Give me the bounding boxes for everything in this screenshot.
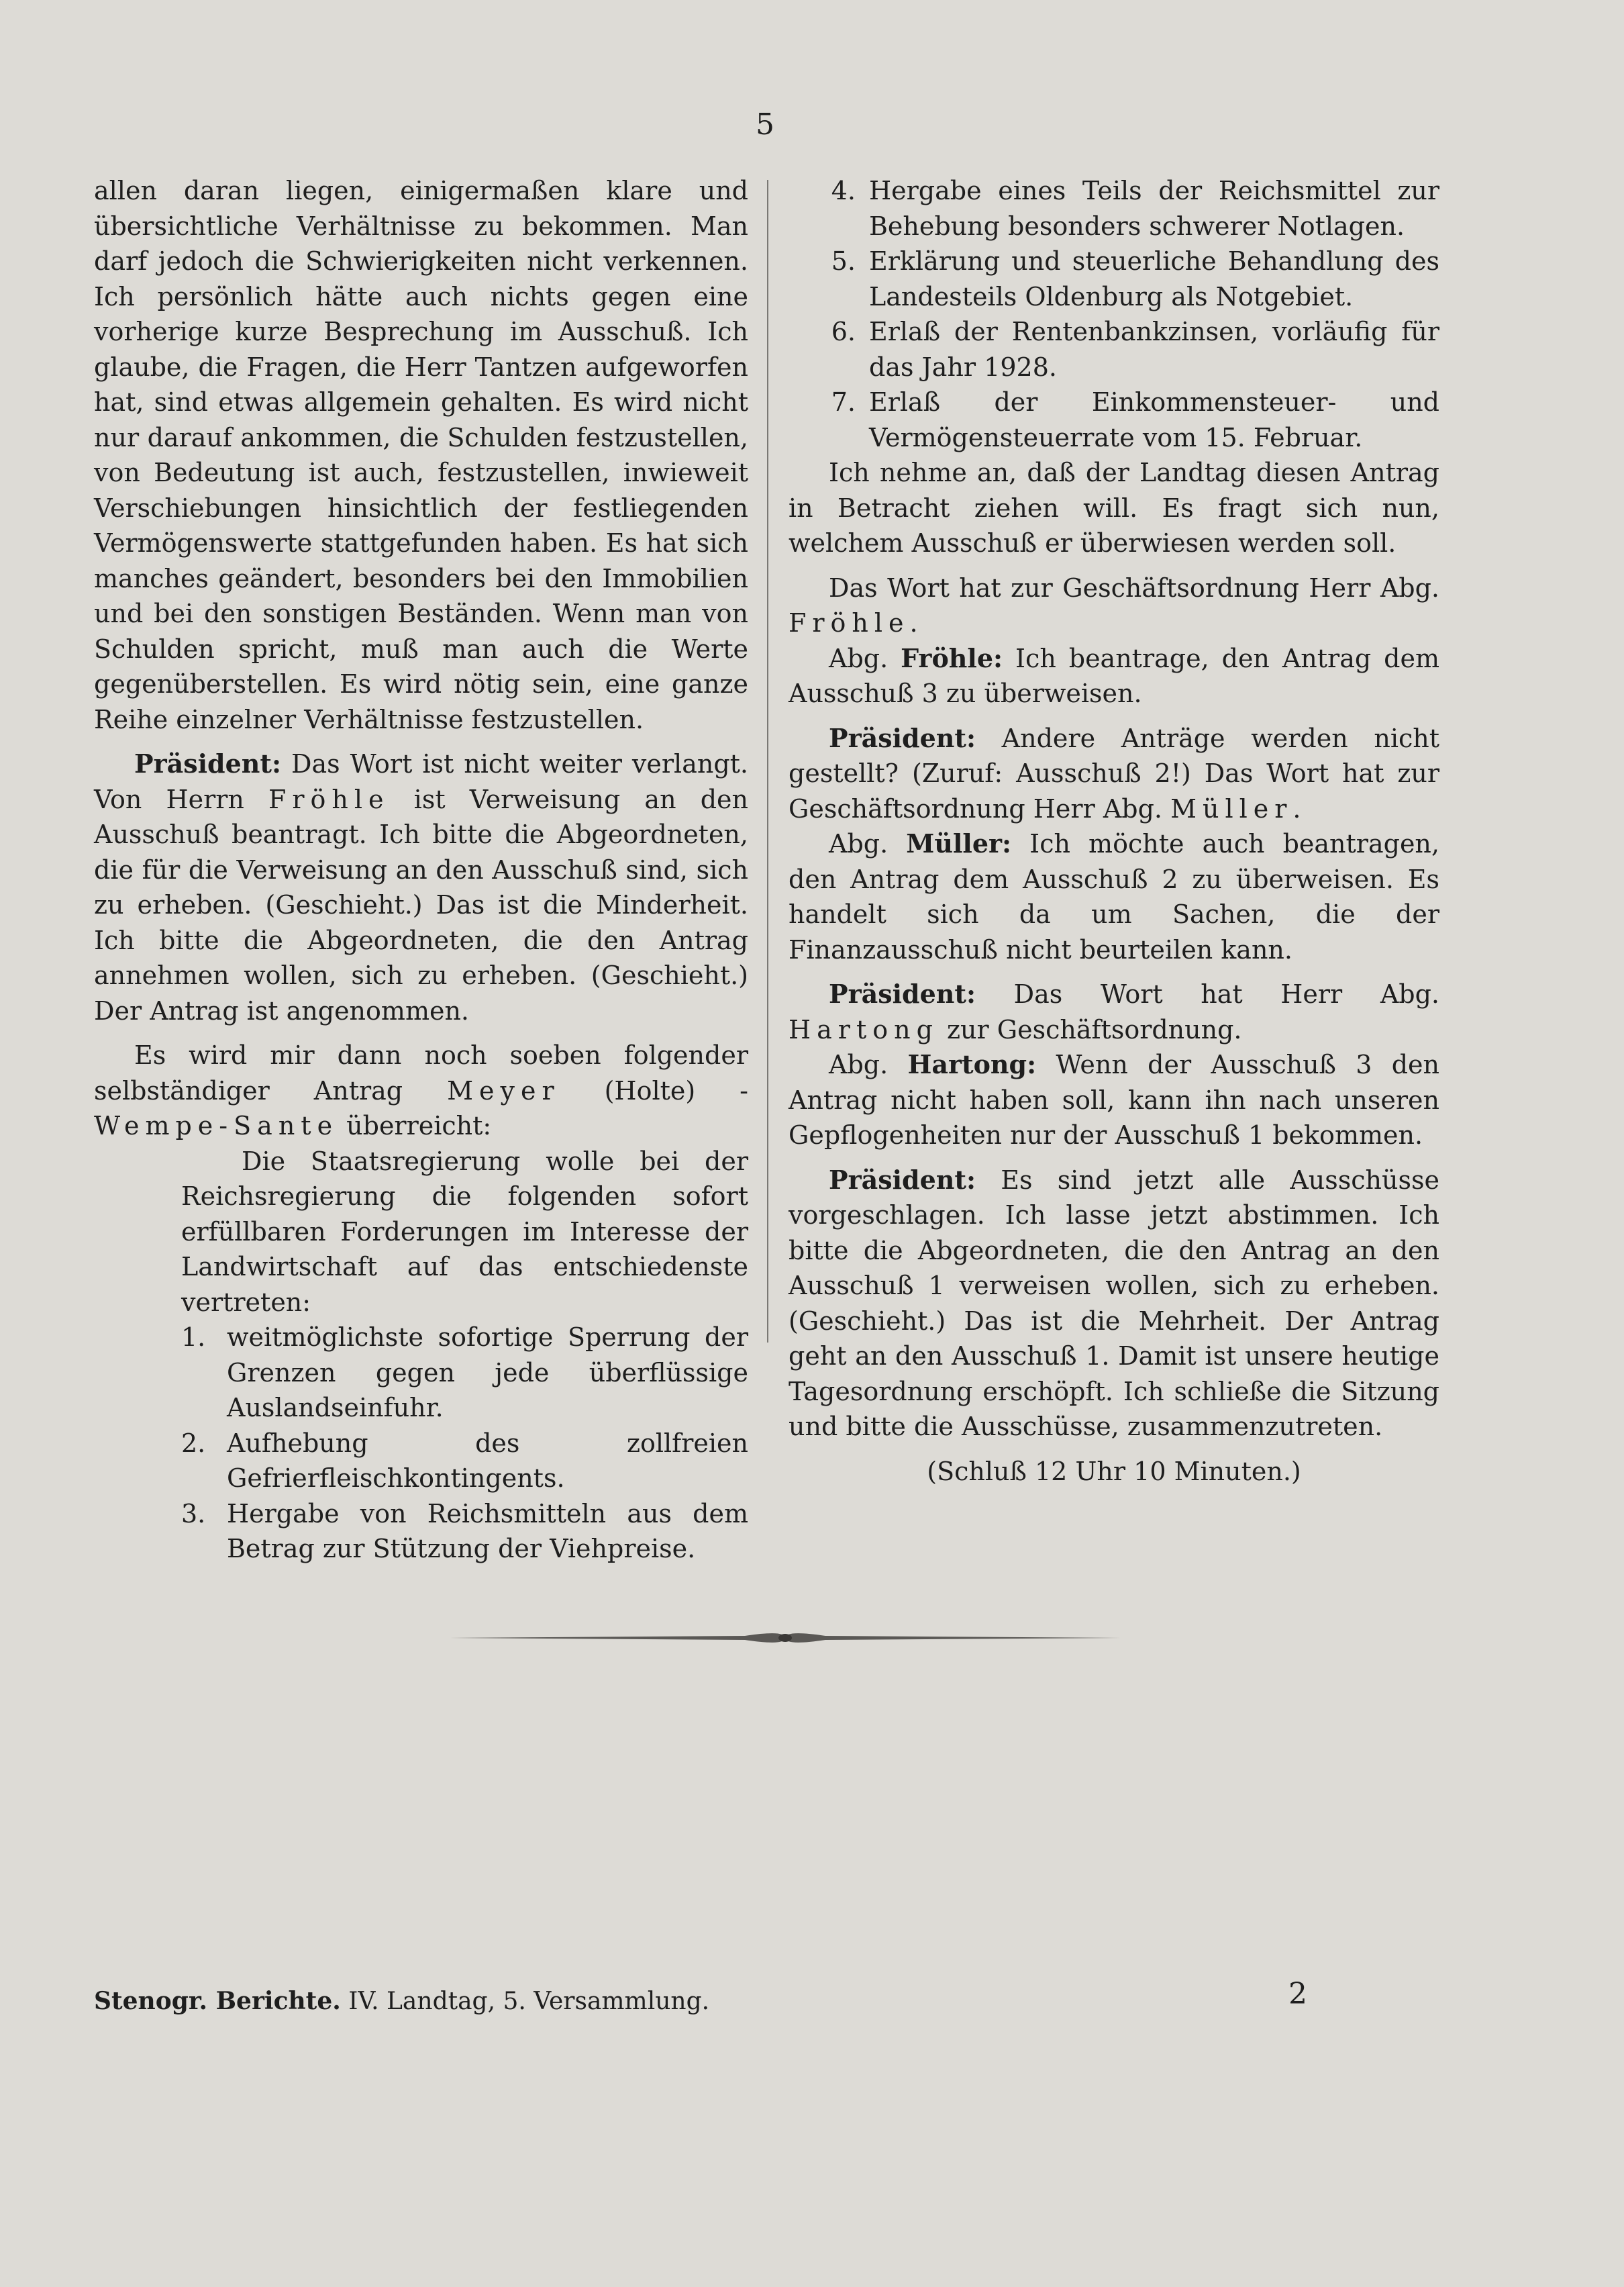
person-name: Wempe-Sante	[94, 1111, 339, 1140]
page-number: 5	[756, 107, 774, 142]
item-text: weitmöglichste sofortige Sperrung der Grenzen gegen jede überflüssige Auslandseinfuhr.	[227, 1322, 748, 1422]
paragraph-text: Das Wort hat zur Geschäftsordnung Herr Abg.	[829, 573, 1439, 603]
motion-block	[181, 1144, 748, 1567]
item-number: 2.	[181, 1428, 206, 1458]
paragraph-text: überreicht:	[338, 1111, 492, 1140]
paragraph	[789, 977, 1439, 1047]
speaker-label: Präsident:	[134, 748, 282, 779]
list-item	[181, 1320, 748, 1426]
paragraph-text: Ich möchte auch beantragen, den Antrag dem Ausschuß 2 zu überweisen. Es handelt sich da um Sachen, die der Finanzausschuß nicht beurteilen kann.	[789, 829, 1439, 965]
list-item	[831, 244, 1439, 314]
ornament-divider	[450, 1624, 1121, 1651]
speaker-label: Präsident:	[829, 1164, 976, 1195]
list-item	[181, 1496, 748, 1567]
item-text: Erklärung und steuerliche Behandlung des Landesteils Oldenburg als Notgebiet.	[869, 246, 1439, 311]
item-text: Erlaß der Einkommensteuer- und Vermögensteuerrate vom 15. Februar.	[869, 387, 1439, 452]
paragraph	[789, 1047, 1439, 1153]
speaker-label: Präsident:	[829, 979, 976, 1009]
item-text: Erlaß der Rentenbankzinsen, vorläufig für das Jahr 1928.	[869, 317, 1439, 382]
paragraph-text: .	[909, 608, 918, 638]
item-number: 3.	[181, 1498, 206, 1528]
item-text: Hergabe eines Teils der Reichsmittel zur Behebung besonders schwerer Notlagen.	[869, 176, 1439, 241]
speaker-label: Hartong:	[907, 1049, 1037, 1079]
list-item	[831, 314, 1439, 385]
paragraph-text: (Holte) -	[560, 1075, 748, 1106]
paragraph-text: Ich beantrage, den Antrag dem Ausschuß 3 zu überweisen.	[789, 643, 1439, 708]
person-name: Hartong	[789, 1014, 939, 1044]
paragraph	[789, 1163, 1439, 1445]
list-item	[831, 173, 1439, 244]
footer-title-bold: Stenogr. Berichte.	[94, 1987, 341, 2015]
item-number: 5.	[831, 246, 856, 276]
sheet-number: 2	[1288, 1977, 1307, 2011]
person-name: Fröhle	[789, 608, 910, 638]
paragraph	[789, 571, 1439, 641]
item-number: 6.	[831, 317, 856, 346]
paragraph-text: Das Wort hat Herr Abg.	[976, 979, 1439, 1009]
demand-list	[181, 1320, 748, 1567]
paragraph	[789, 721, 1439, 827]
paragraph-text: .	[1292, 793, 1301, 824]
item-number: 1.	[181, 1322, 206, 1352]
paragraph-text: Abg.	[829, 1050, 908, 1079]
paragraph-text: Andere Anträge werden nicht gestellt? (Zuruf: Ausschuß 2!) Das Wort hat zur Geschäftsordnung Herr Abg.	[789, 723, 1439, 824]
paragraph-text: zur Geschäftsordnung.	[938, 1014, 1242, 1044]
paragraph	[789, 641, 1439, 712]
paragraph-text: ist Verweisung an den Ausschuß beantragt. Ich bitte die Abgeordneten, die für die Verweisung an den Ausschuß sind, sich zu erheben. (Geschieht.) Das ist die Minderheit. Ich bitte die Abgeordneten, die den Antrag annehmen wollen, sich zu erheben. (Geschieht.) Der Antrag ist angenommen.	[94, 784, 748, 1026]
paragraph-text: Abg.	[829, 643, 901, 673]
paragraph	[94, 746, 748, 1028]
person-name: Fröhle	[268, 784, 390, 814]
paragraph	[789, 826, 1439, 967]
speaker-label: Fröhle:	[901, 642, 1003, 673]
column-divider	[767, 180, 768, 1343]
motion-lead: Die Staatsregierung wolle bei der Reichsregierung die folgenden sofort erfüllbaren Forderungen im Interesse der Landwirtschaft auf das entschiedenste vertreten:	[181, 1146, 748, 1317]
demand-list-continued	[789, 173, 1439, 455]
left-column	[94, 173, 748, 1567]
paragraph: Ich nehme an, daß der Landtag diesen Antrag in Betracht ziehen will. Es fragt sich nun, welchem Ausschuß er überwiesen werden soll.	[789, 458, 1439, 558]
item-number: 7.	[831, 387, 856, 417]
paragraph-text: Es sind jetzt alle Ausschüsse vorgeschlagen. Ich lasse jetzt abstimmen. Ich bitte die Abgeordneten, die den Antrag an den Ausschuß 1 verweisen wollen, sich zu erheben. (Geschieht.) Das ist die Mehrheit. Der Antrag geht an den Ausschuß 1. Damit ist unsere heutige Tagesordnung erschöpft. Ich schließe die Sitzung und bitte die Ausschüsse, zusammenzutreten.	[789, 1165, 1439, 1441]
paragraph-text: Wenn der Ausschuß 3 den Antrag nicht haben soll, kann ihn nach unseren Gepflogenheiten nur der Ausschuß 1 bekommen.	[789, 1050, 1439, 1150]
footer-title-rest: IV. Landtag, 5. Versammlung.	[340, 1988, 710, 2015]
paragraph	[94, 1038, 748, 1144]
item-text: Aufhebung des zollfreien Gefrierfleischkontingents.	[227, 1428, 748, 1493]
paragraph-text: Abg.	[829, 829, 907, 859]
paragraph: allen daran liegen, einigermaßen klare und übersichtliche Verhältnisse zu bekommen. Man darf jedoch die Schwierigkeiten nicht verkennen. Ich persönlich hätte auch nichts gegen eine vorherige kurze Besprechung im Ausschuß. Ich glaube, die Fragen, die Herr Tantzen aufgeworfen hat, sind etwas allgemein gehalten. Es wird nicht nur darauf ankommen, die Schulden festzustellen, von Bedeutung ist auch, festzustellen, inwieweit Verschiebungen hinsichtlich der festliegenden Vermögenswerte stattgefunden haben. Es hat sich manches geändert, besonders bei den Immobilien und bei den sonstigen Beständen. Wenn man von Schulden spricht, muß man auch die Werte gegenüberstellen. Es wird nötig sein, eine ganze Reihe einzelner Verhältnisse festzustellen.	[94, 176, 748, 734]
right-column	[789, 173, 1439, 1489]
item-text: Hergabe von Reichsmitteln aus dem Betrag zur Stützung der Viehpreise.	[227, 1498, 748, 1563]
paragraph-text: Es wird mir dann noch soeben folgender selbständiger Antrag	[94, 1040, 748, 1106]
person-name: Müller	[1170, 793, 1293, 824]
speaker-label: Müller:	[906, 828, 1012, 859]
person-name: Meyer	[447, 1075, 560, 1106]
item-number: 4.	[831, 176, 856, 205]
list-item	[181, 1426, 748, 1496]
paragraph-text: Das Wort ist nicht weiter verlangt. Von Herrn	[94, 749, 748, 814]
list-item	[831, 385, 1439, 455]
closing-note: (Schluß 12 Uhr 10 Minuten.)	[927, 1456, 1301, 1486]
speaker-label: Präsident:	[829, 722, 976, 753]
footer-title	[94, 1987, 709, 2015]
